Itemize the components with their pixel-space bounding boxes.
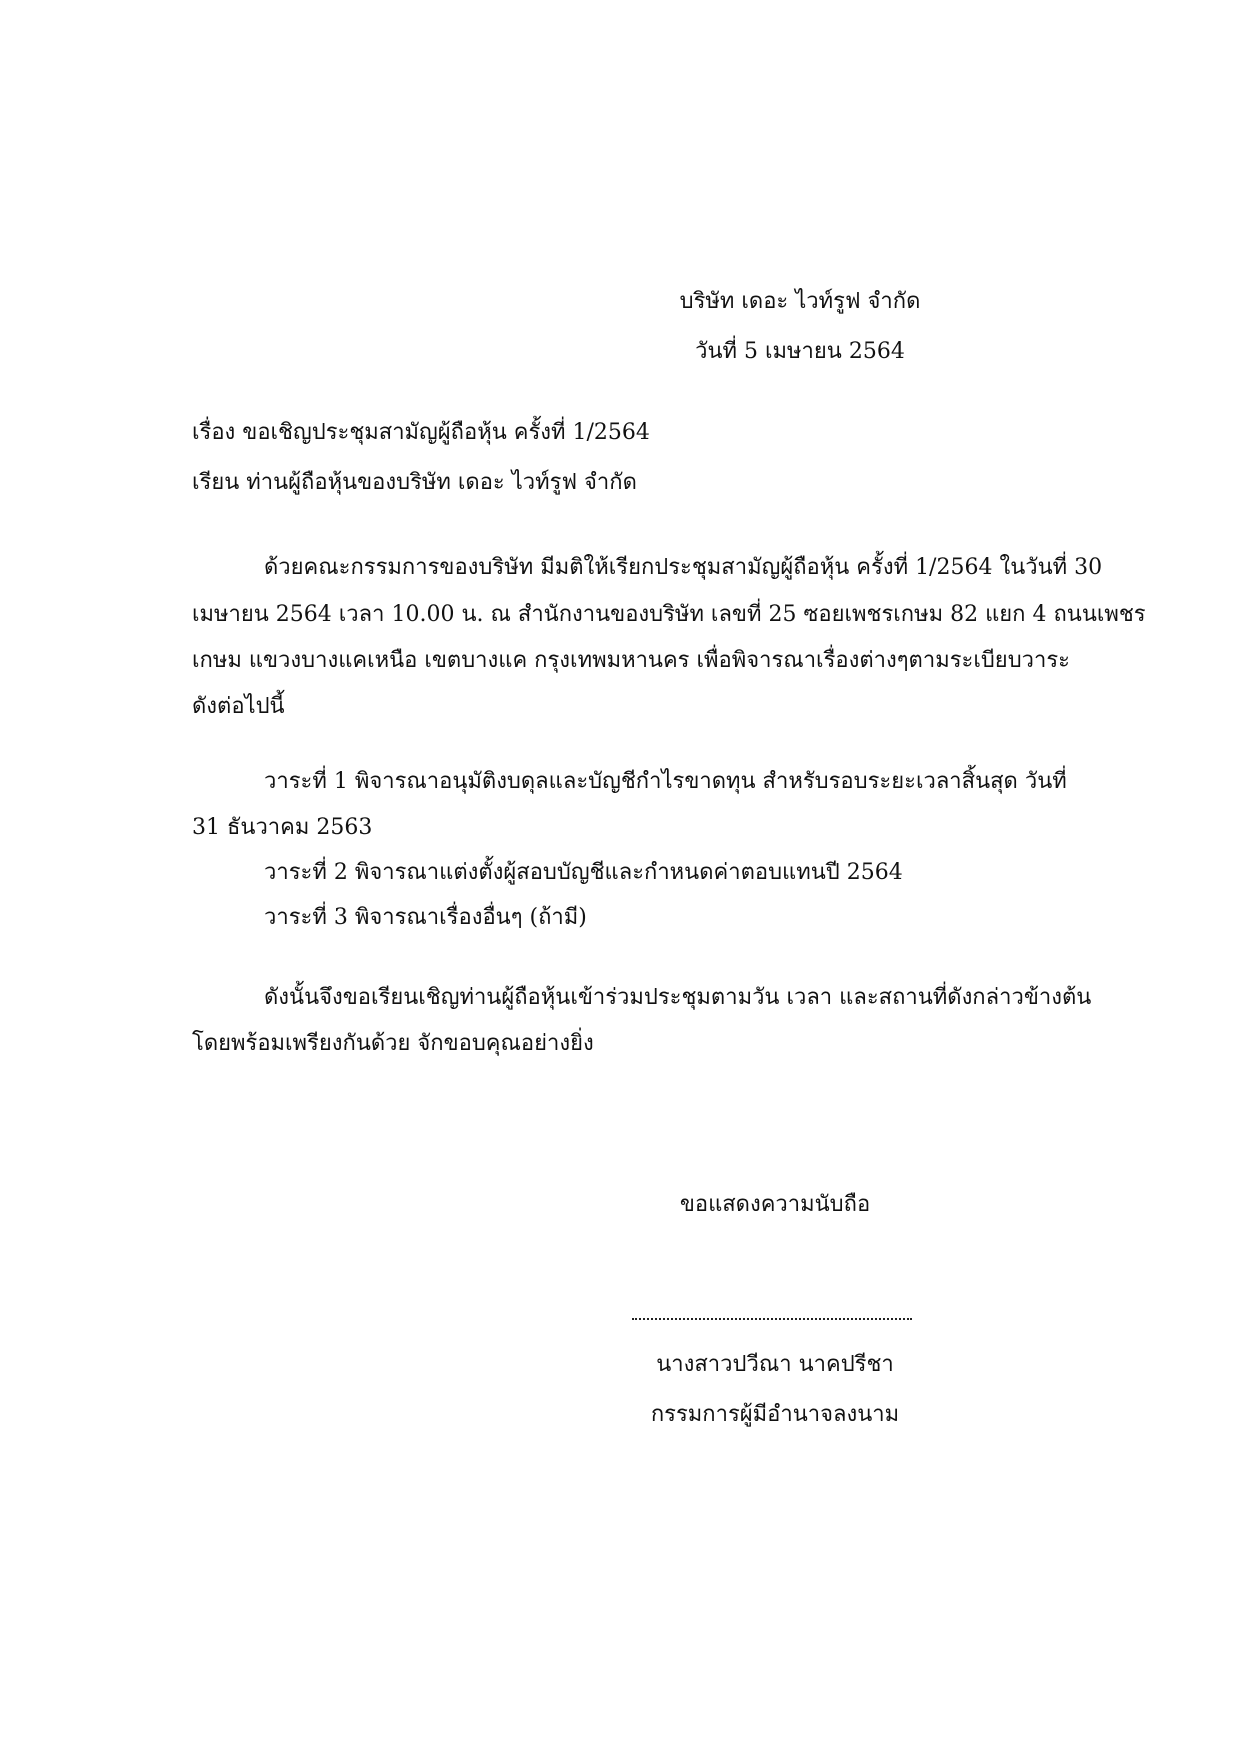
paragraph-line: ด้วยคณะกรรมการของบริษัท มีมติให้เรียกประชุมสามัญผู้ถือหุ้น ครั้งที่ 1/2564 ในวันที่ 30 xyxy=(264,555,1103,580)
closing-line: โดยพร้อมเพรียงกันด้วย จักขอบคุณอย่างยิ่ง xyxy=(192,1031,594,1056)
agenda-item-1-continued: 31 ธันวาคม 2563 xyxy=(192,815,373,840)
signature-dotted-line xyxy=(632,1318,912,1320)
paragraph-line: เกษม แขวงบางแคเหนือ เขตบางแค กรุงเทพมหานคร เพื่อพิจารณาเรื่องต่างๆตามระเบียบวาระ xyxy=(192,648,1071,673)
letter-date: วันที่ 5 เมษายน 2564 xyxy=(695,339,905,364)
paragraph-line: ดังต่อไปนี้ xyxy=(192,694,285,719)
regards-line: ขอแสดงความนับถือ xyxy=(679,1192,871,1217)
addressee-line: เรียน ท่านผู้ถือหุ้นของบริษัท เดอะ ไวท์รูฟ จำกัด xyxy=(192,470,637,495)
agenda-item-2: วาระที่ 2 พิจารณาแต่งตั้งผู้สอบบัญชีและกำหนดค่าตอบแทนปี 2564 xyxy=(264,860,903,885)
signer-title: กรรมการผู้มีอำนาจลงนาม xyxy=(650,1402,900,1427)
agenda-item-1: วาระที่ 1 พิจารณาอนุมัติงบดุลและบัญชีกำไรขาดทุน สำหรับรอบระยะเวลาสิ้นสุด วันที่ xyxy=(264,769,1067,794)
company-name: บริษัท เดอะ ไวท์รูฟ จำกัด xyxy=(679,289,921,314)
paragraph-line: เมษายน 2564 เวลา 10.00 น. ณ สำนักงานของบริษัท เลขที่ 25 ซอยเพชรเกษม 82 แยก 4 ถนนเพชร xyxy=(192,602,1146,627)
closing-line: ดังนั้นจึงขอเรียนเชิญท่านผู้ถือหุ้นเข้าร่วมประชุมตามวัน เวลา และสถานที่ดังกล่าวข้างต้น xyxy=(264,985,1092,1010)
subject-line: เรื่อง ขอเชิญประชุมสามัญผู้ถือหุ้น ครั้งที่ 1/2564 xyxy=(192,420,650,445)
agenda-item-3: วาระที่ 3 พิจารณาเรื่องอื่นๆ (ถ้ามี) xyxy=(264,905,587,930)
signer-name: นางสาวปวีณา นาคปรีชา xyxy=(656,1352,894,1377)
